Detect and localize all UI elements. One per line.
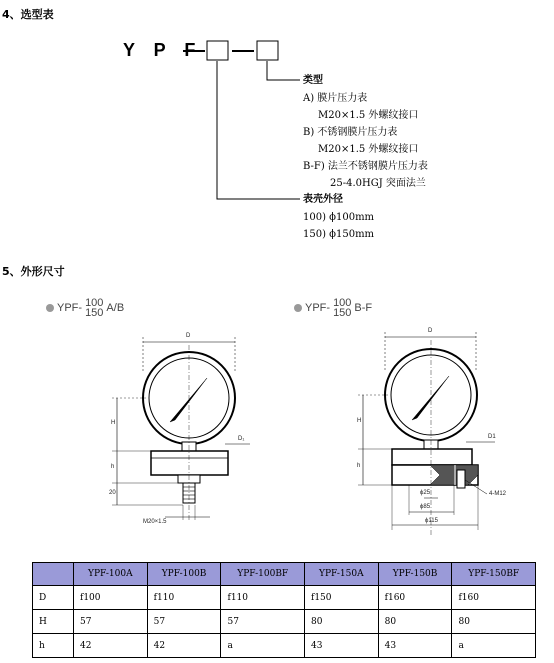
table-cell: 80	[378, 610, 452, 634]
right-dim-H: H	[357, 418, 362, 424]
table-header-cell: YPF-150BF	[452, 563, 536, 586]
fig-right-num-bottom: 150	[333, 307, 352, 319]
table-cell: f110	[221, 586, 305, 610]
diameter-line-2: 150) ϕ150mm	[303, 229, 375, 240]
left-dim-thread: M20×1.5	[143, 519, 167, 525]
right-dim-D: D	[428, 328, 433, 334]
table-cell: 42	[147, 634, 221, 658]
table-cell: f160	[452, 586, 536, 610]
table-cell: 57	[147, 610, 221, 634]
table-cell: f100	[74, 586, 148, 610]
type-line-3: B) 不锈钢膜片压力表	[303, 127, 398, 138]
right-dim-bolts: 4-M12	[489, 491, 507, 497]
fig-left-prefix: YPF-	[57, 301, 83, 314]
table-cell: 57	[74, 610, 148, 634]
left-dim-H: H	[111, 420, 116, 426]
table-header-cell: YPF-150A	[304, 563, 378, 586]
right-dim-D1: D1	[488, 434, 496, 440]
table-cell: h	[33, 634, 74, 658]
table-header-row	[33, 563, 536, 586]
table-cell: 43	[304, 634, 378, 658]
table-cell: 57	[221, 610, 305, 634]
type-line-5: B-F) 法兰不锈钢膜片压力表	[303, 161, 428, 172]
right-dim-d85: ϕ85	[420, 504, 431, 510]
type-heading: 类型	[303, 75, 323, 86]
fig-right-num-top: 100	[333, 297, 352, 309]
table-cell: D	[33, 586, 74, 610]
fig-left-num-top: 100	[85, 297, 104, 309]
table-cell: f110	[147, 586, 221, 610]
type-line-4: M20×1.5 外螺纹接口	[318, 144, 419, 155]
right-dim-h: h	[357, 463, 361, 469]
section-4-title: 4、选型表	[2, 8, 54, 21]
left-dim-D: D	[186, 333, 191, 339]
fig-right-suffix: B-F	[354, 301, 373, 314]
right-dim-d115: ϕ115	[425, 518, 438, 524]
table-row	[33, 586, 536, 610]
table-header-cell: YPF-100BF	[221, 563, 305, 586]
table-cell: 80	[304, 610, 378, 634]
table-cell: a	[221, 634, 305, 658]
table-header-cell	[33, 563, 74, 586]
fig-left-suffix: A/B	[106, 301, 125, 314]
type-line-2: M20×1.5 外螺纹接口	[318, 110, 419, 121]
table-cell: a	[452, 634, 536, 658]
spec-table	[32, 562, 536, 658]
section-5-title: 5、外形尺寸	[2, 265, 65, 278]
table-cell: 43	[378, 634, 452, 658]
table-cell: 80	[452, 610, 536, 634]
diameter-heading: 表壳外径	[303, 194, 343, 205]
model-code-prefix: Y P F	[123, 40, 203, 60]
fig-left-num-bottom: 150	[85, 307, 104, 319]
type-line-1: A) 膜片压力表	[303, 93, 368, 104]
table-header-cell: YPF-100B	[147, 563, 221, 586]
diameter-line-1: 100) ϕ100mm	[303, 212, 375, 223]
table-header-cell: YPF-150B	[378, 563, 452, 586]
fig-right-prefix: YPF-	[305, 301, 331, 314]
type-line-6: 25-4.0HGJ 突面法兰	[330, 178, 426, 189]
table-cell: 42	[74, 634, 148, 658]
table-cell: f150	[304, 586, 378, 610]
table-cell: f160	[378, 586, 452, 610]
table-row	[33, 634, 536, 658]
table-header-cell: YPF-100A	[74, 563, 148, 586]
left-dim-20: 20	[109, 490, 116, 496]
table-cell: H	[33, 610, 74, 634]
table-row	[33, 610, 536, 634]
left-dim-D1: D₁	[238, 436, 245, 442]
right-dim-d25: ϕ25	[420, 490, 431, 496]
left-dim-h: h	[111, 464, 115, 470]
